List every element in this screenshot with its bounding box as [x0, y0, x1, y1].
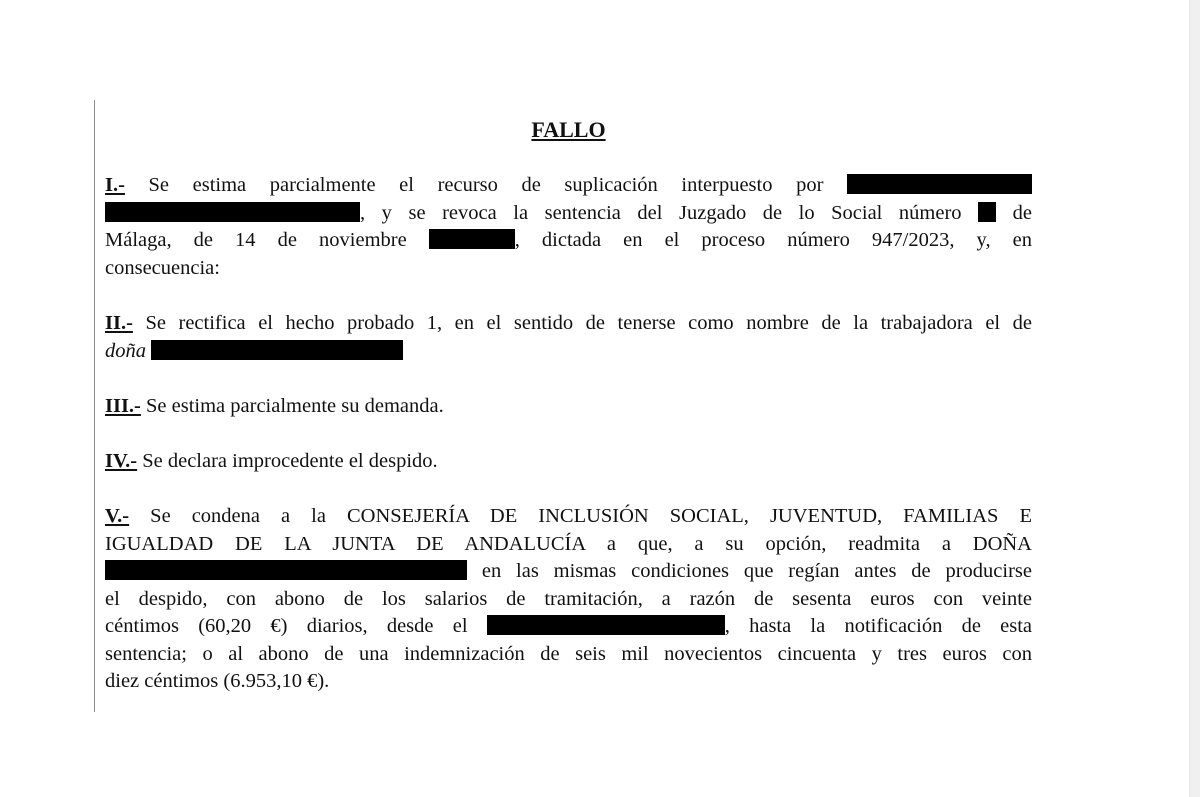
paragraph-5 — [105, 503, 1032, 696]
page-edge — [1189, 0, 1200, 797]
paragraph-2-text-1: Se rectifica el hecho probado 1, en el sentido de tenerse como nombre de la trabajadora el de — [145, 312, 1033, 334]
paragraph-3-text: Se estima parcialmente su demanda. — [146, 395, 444, 417]
paragraph-5-text-5a: céntimos (60,20 €) diarios, desde el — [105, 615, 468, 637]
paragraph-1-line-2 — [105, 200, 1032, 228]
paragraph-5-text-5b: , hasta la notificación de esta — [724, 615, 1033, 637]
paragraph-1-text-2b: de — [1012, 201, 1033, 224]
paragraph-5-line-2: IGUALDAD DE LA JUNTA DE ANDALUCÍA a que, a su opción, readmita a DOÑA — [105, 532, 1032, 555]
paragraph-1-text-3a: Málaga, de 14 de noviembre — [105, 229, 407, 251]
paragraph-4-text: Se declara improcedente el despido. — [142, 450, 438, 472]
redaction-block — [978, 202, 996, 222]
paragraph-1-line-3 — [105, 227, 1032, 255]
paragraph-1-line-4: consecuencia: — [105, 256, 220, 279]
paragraph-3-line-1 — [105, 393, 1032, 421]
paragraph-5-line-4: el despido, con abono de los salarios de tramitación, a razón de sesenta euros con veinte — [105, 587, 1032, 610]
section-heading: FALLO — [531, 117, 606, 142]
redaction-block — [105, 202, 360, 222]
redaction-block — [847, 174, 1032, 194]
item-number: I.- — [105, 174, 125, 196]
paragraph-1-line-1 — [105, 172, 1032, 200]
redaction-block — [429, 229, 515, 249]
paragraph-2-line-2 — [105, 338, 1032, 366]
paragraph-5-text-1: Se condena a la CONSEJERÍA DE INCLUSIÓN SOCIAL, JUVENTUD, FAMILIAS E — [150, 505, 1033, 527]
paragraph-5-line-6: sentencia; o al abono de una indemnización de seis mil novecientos cincuenta y tres euros con — [105, 642, 1032, 665]
paragraph-5-line-3 — [105, 558, 1032, 586]
paragraph-5-line-5 — [105, 613, 1032, 641]
redaction-block — [487, 615, 725, 635]
item-number: III.- — [105, 395, 141, 417]
paragraph-5-line-1 — [105, 503, 1032, 531]
item-number: II.- — [105, 312, 133, 334]
item-number: V.- — [105, 505, 130, 527]
paragraph-1-text-3b: , dictada en el proceso número 947/2023, y, en — [514, 229, 1032, 251]
redaction-block — [105, 560, 467, 580]
paragraph-2-line-1 — [105, 310, 1032, 338]
redaction-block — [151, 340, 403, 360]
paragraph-1-text-1: Se estima parcialmente el recurso de suplicación interpuesto por — [148, 174, 824, 196]
paragraph-5-text-3: en las mismas condiciones que regían antes de producirse — [481, 560, 1033, 582]
item-number: IV.- — [105, 450, 138, 472]
paragraph-2 — [105, 310, 1032, 365]
paragraph-1-text-2a: , y se revoca la sentencia del Juzgado de lo Social número — [360, 201, 962, 224]
paragraph-4 — [105, 448, 1032, 476]
paragraph-4-line-1 — [105, 448, 1032, 476]
paragraph-3 — [105, 393, 1032, 421]
paragraph-5-line-7: diez céntimos (6.953,10 €). — [105, 670, 330, 692]
margin-rule — [94, 100, 95, 712]
paragraph-2-text-2: doña — [105, 339, 146, 362]
paragraph-1 — [105, 172, 1032, 282]
